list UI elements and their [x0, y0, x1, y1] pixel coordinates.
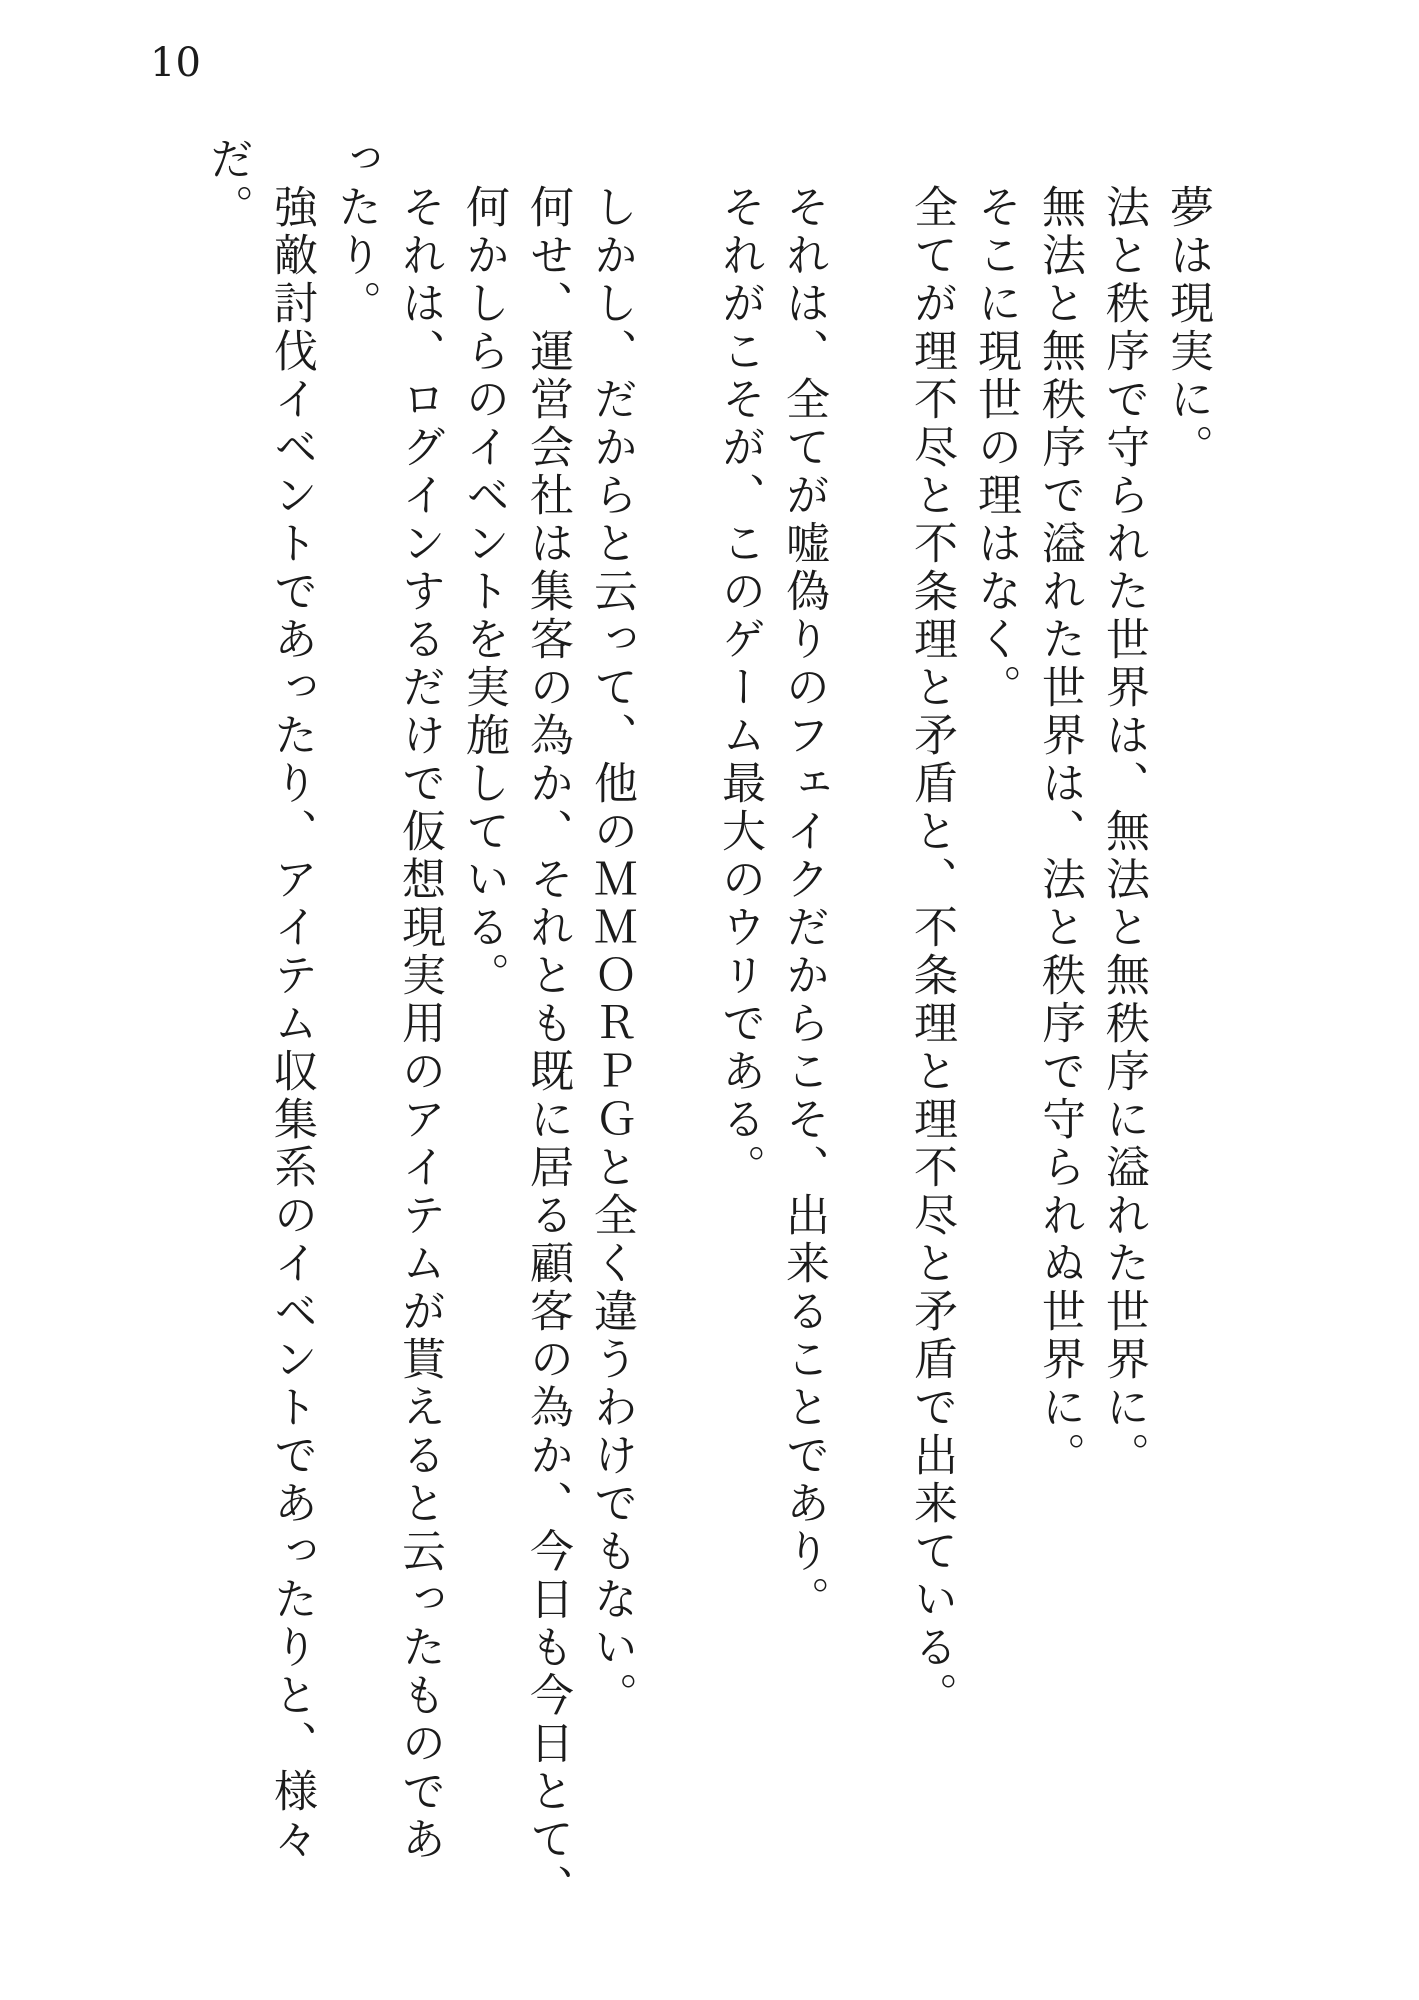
text-line: 法と秩序で守られた世界は、無法と無秩序に溢れた世界に。	[1098, 184, 1149, 1480]
text-line: 強敵討伐イベントであったり、アイテム収集系のイベントであったりと、様々	[266, 184, 317, 1864]
paragraph-group	[899, 136, 1219, 1912]
vertical-text-block	[195, 136, 1219, 1912]
text-line: 何せ、運営会社は集客の為か、それとも既に居る顧客の為か、今日も今日とて、	[522, 184, 573, 1912]
text-line: 何かしらのイベントを実施している。	[458, 184, 509, 1000]
text-line: だ。	[202, 136, 253, 232]
text-line: それは、全てが嘘偽りのフェイクだからこそ、出来ることであり。	[778, 184, 829, 1624]
text-line: ったり。	[330, 136, 381, 328]
text-line: それがこそが、このゲーム最大のウリである。	[714, 184, 765, 1192]
paragraph-group	[707, 136, 835, 1912]
text-line: 夢は現実に。	[1162, 184, 1213, 472]
page-number: 10	[150, 40, 201, 86]
text-line: 無法と無秩序で溢れた世界は、法と秩序で守られぬ世界に。	[1034, 184, 1085, 1480]
text-line: 全てが理不尽と不条理と矛盾と、不条理と理不尽と矛盾で出来ている。	[906, 184, 957, 1720]
text-line: しかし、だからと云って、他のＭＭＯＲＰＧと全く違うわけでもない。	[586, 184, 637, 1720]
paragraph-group	[195, 136, 643, 1912]
text-line: それは、ログインするだけで仮想現実用のアイテムが貰えると云ったものであ	[394, 184, 445, 1864]
text-line: そこに現世の理はなく。	[970, 184, 1021, 712]
